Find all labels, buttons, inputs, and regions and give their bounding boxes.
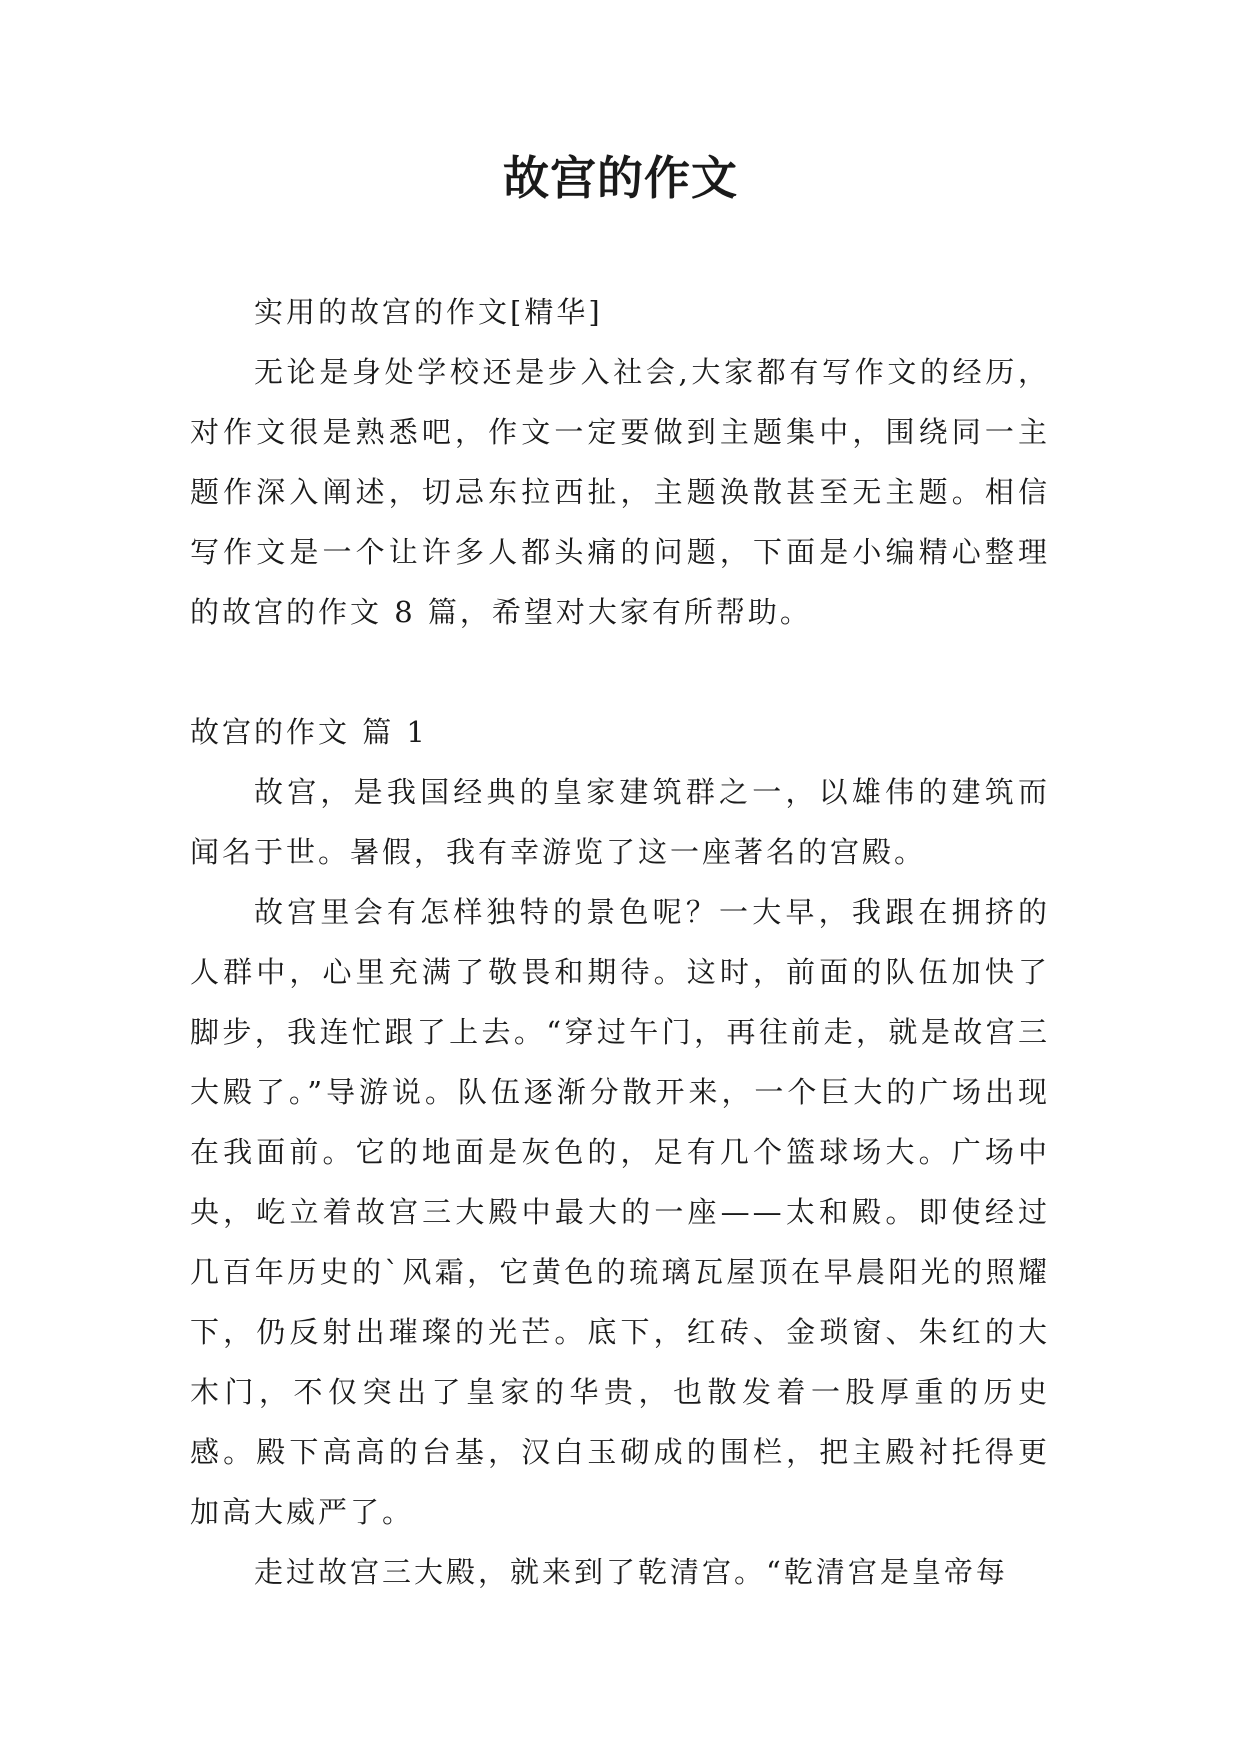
section-heading: 故宫的作文 篇 1 (190, 715, 428, 749)
section-spacer (190, 642, 1050, 702)
document-subtitle: 实用的故宫的作文[精华] (254, 295, 603, 329)
body-paragraph-1: 故宫，是我国经典的皇家建筑群之一，以雄伟的建筑而闻名于世。暑假，我有幸游览了这一座著名的宫殿。 (190, 775, 1050, 869)
document-body (190, 282, 1050, 1602)
document-title: 故宫的作文 (503, 151, 738, 205)
body-paragraph-3: 走过故宫三大殿，就来到了乾清宫。“乾清宫是皇帝每 (254, 1555, 1008, 1589)
body-paragraph-2: 故宫里会有怎样独特的景色呢？一大早，我跟在拥挤的人群中，心里充满了敬畏和期待。这时，前面的队伍加快了脚步，我连忙跟了上去。“穿过午门，再往前走，就是故宫三大殿了。”导游说。队伍逐渐分散开来，一个巨大的广场出现在我面前。它的地面是灰色的，足有几个篮球场大。广场中央，屹立着故宫三大殿中最大的一座——太和殿。即使经过几百年历史的`风霜，它黄色的琉璃瓦屋顶在早晨阳光的照耀下，仍反射出璀璨的光芒。底下，红砖、金琐窗、朱红的大木门，不仅突出了皇家的华贵，也散发着一股厚重的历史感。殿下高高的台基，汉白玉砌成的围栏，把主殿衬托得更加高大威严了。 (190, 895, 1050, 1529)
intro-paragraph: 无论是身处学校还是步入社会,大家都有写作文的经历，对作文很是熟悉吧，作文一定要做到主题集中，围绕同一主题作深入阐述，切忌东拉西扯，主题涣散甚至无主题。相信写作文是一个让许多人都头痛的问题，下面是小编精心整理的故宫的作文 8 篇，希望对大家有所帮助。 (190, 355, 1050, 629)
